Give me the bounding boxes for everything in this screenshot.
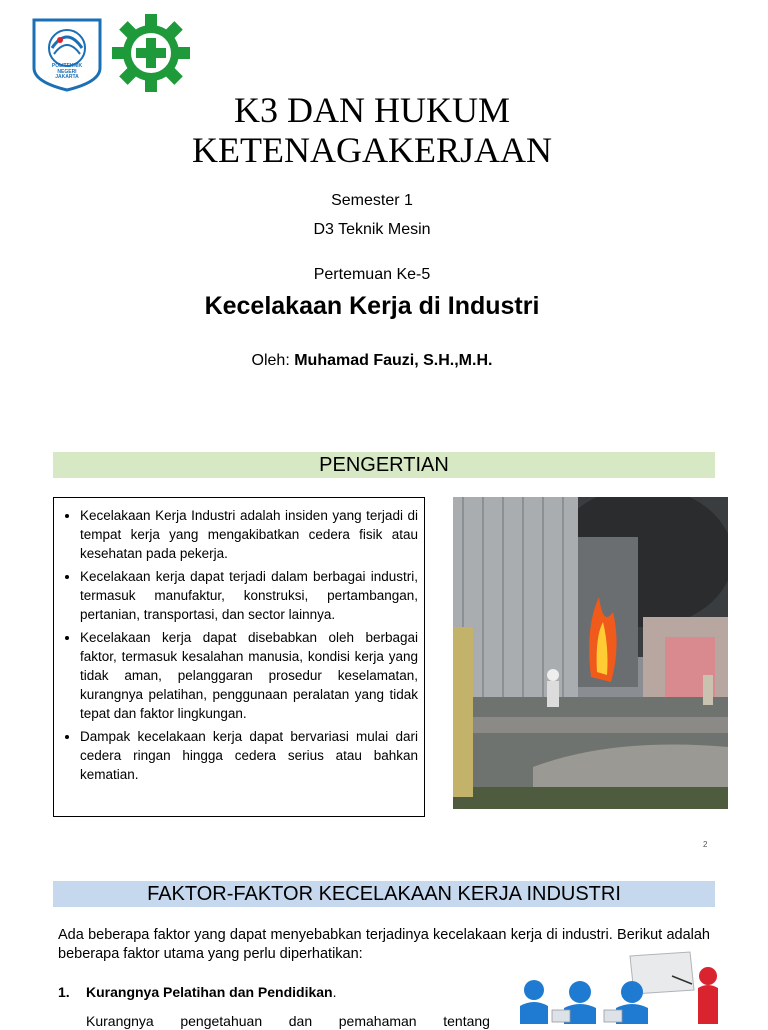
main-title — [0, 90, 744, 170]
program-label: D3 Teknik Mesin — [313, 221, 431, 238]
section2-intro: Ada beberapa faktor yang dapat menyebabkan terjadinya kecelakaan kerja di industri. Berikut adalah beberapa faktor utama yang perlu diperhatikan: — [58, 927, 710, 962]
k3-gear-cross-logo — [112, 14, 190, 92]
industrial-fire-photo — [453, 497, 728, 809]
point-title: Kurangnya Pelatihan dan Pendidikan — [86, 984, 333, 1000]
bullet-item: • Kecelakaan kerja dapat terjadi dalam berbagai industri, termasuk manufaktur, konstruksi, pertambangan, pertanian, transportasi, dan sector lainnya. — [80, 567, 418, 624]
politeknik-negeri-jakarta-logo — [30, 16, 104, 92]
body-word: pengetahuan — [180, 1013, 263, 1029]
slide-subtitle: Kecelakaan Kerja di Industri — [204, 292, 540, 320]
bullet-item: • Kecelakaan Kerja Industri adalah insiden yang terjadi di tempat kerja yang mengakibatkan cedera fisik atau kesehatan pada pekerja. — [80, 506, 418, 563]
training-illustration — [512, 950, 722, 1024]
body-word: tentang — [443, 1013, 490, 1029]
author-name: Muhamad Fauzi, S.H.,M.H. — [294, 352, 493, 369]
factor-point-1-body — [86, 1012, 490, 1030]
point-number: 1. — [58, 984, 70, 1000]
bullet-item: • Kecelakaan kerja dapat disebabkan oleh berbagai faktor, termasuk kesalahan manusia, kondisi kerja yang tidak aman, pelanggaran prosedur keselamatan, kurangnya pelatihan, penggunaan peralatan yang tidak tepat dan faktor lingkungan. — [80, 628, 418, 723]
section-heading-pengertian: PENGERTIAN — [53, 452, 715, 478]
definition-bullets-box — [53, 497, 425, 817]
author-line — [0, 352, 744, 370]
body-word: pemahaman — [338, 1013, 417, 1029]
author-prefix: Oleh: — [251, 352, 295, 369]
body-word: Kurangnya — [86, 1013, 154, 1029]
body-word: dan — [288, 1013, 313, 1029]
semester-label: Semester 1 — [331, 192, 413, 209]
title-line-1: K3 DAN HUKUM — [234, 90, 510, 130]
factor-point-1 — [58, 984, 508, 1000]
point-period: . — [332, 984, 337, 1000]
pnj-logo-text: POLITEKNIK NEGERI JAKARTA — [51, 63, 83, 80]
meeting-label: Pertemuan Ke-5 — [313, 266, 431, 283]
page-number: 2 — [703, 840, 708, 849]
section-heading-faktor: FAKTOR-FAKTOR KECELAKAAN KERJA INDUSTRI — [53, 881, 715, 907]
title-line-2: KETENAGAKERJAAN — [192, 130, 552, 170]
bullet-item: • Dampak kecelakaan kerja dapat bervariasi mulai dari cedera ringan hingga cedera serius atau bahkan kematian. — [80, 727, 418, 784]
